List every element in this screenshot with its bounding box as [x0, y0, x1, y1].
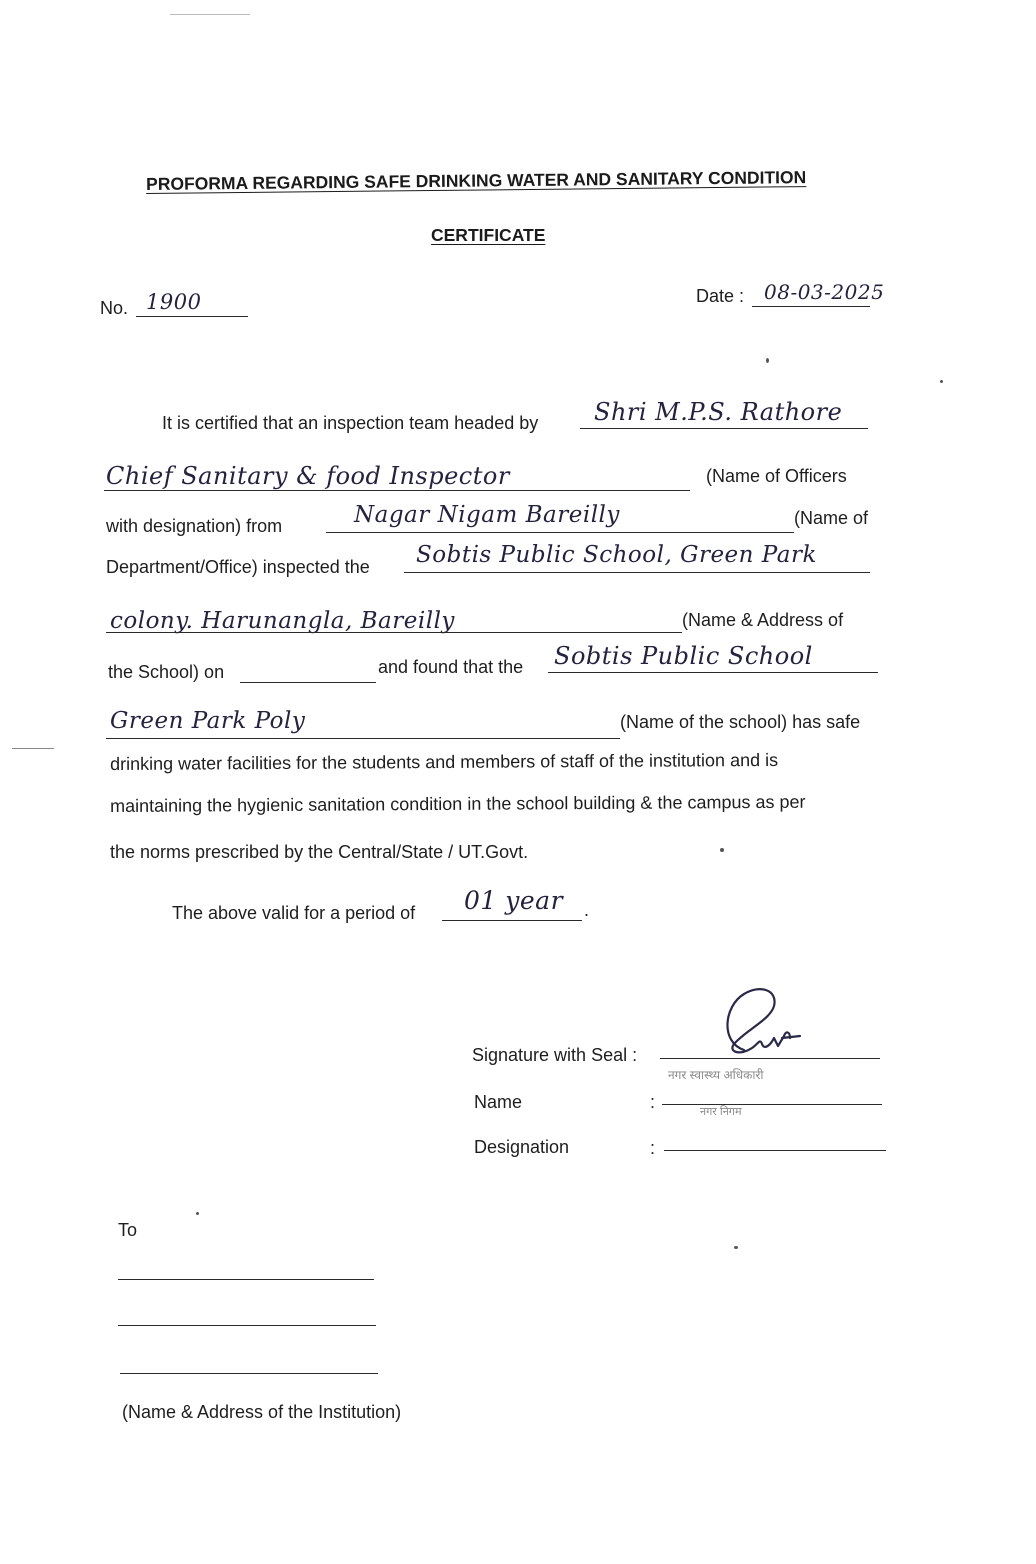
- school-line2-underline: [106, 632, 682, 633]
- school-line2: colony. Harunangla, Bareilly: [110, 608, 455, 634]
- department-underline: [326, 532, 794, 533]
- officer-name: Shri M.P.S. Rathore: [594, 398, 843, 426]
- name-underline: [662, 1104, 882, 1105]
- school-found-underline: [548, 672, 878, 673]
- school-line1-underline: [404, 572, 870, 573]
- number-value: 1900: [146, 290, 202, 314]
- officer-underline: [580, 428, 868, 429]
- name-officers-label: (Name of Officers: [706, 466, 847, 486]
- name-address-label: (Name & Address of: [682, 610, 844, 630]
- number-underline: [136, 316, 248, 317]
- designation-colon: :: [650, 1138, 656, 1158]
- intro-text: It is certified that an inspection team headed by: [162, 413, 539, 433]
- certificate-heading: CERTIFICATE: [431, 225, 546, 245]
- signature-stroke: [727, 989, 790, 1052]
- dept-office-label: Department/Office) inspected the: [106, 557, 370, 577]
- scan-speck: [720, 848, 724, 852]
- scan-edge-mark: [12, 748, 54, 749]
- to-line-3: [120, 1373, 378, 1374]
- inspection-date-underline: [240, 682, 376, 683]
- name-label: Name: [474, 1092, 523, 1112]
- department-value: Nagar Nigam Bareilly: [354, 502, 620, 528]
- date-underline: [752, 306, 870, 307]
- paragraph-line2: maintaining the hygienic sanitation condition in the school building & the campus as per: [110, 791, 806, 816]
- school-found-line2: Green Park Poly: [110, 708, 306, 734]
- designation-signature-underline: [664, 1150, 886, 1151]
- to-line-2: [118, 1325, 376, 1326]
- name-of-label: (Name of: [794, 508, 869, 528]
- form-title: PROFORMA REGARDING SAFE DRINKING WATER AND SANITARY CONDITION: [146, 167, 807, 194]
- institution-label: (Name & Address of the Institution): [122, 1402, 402, 1422]
- validity-value: 01 year: [464, 886, 564, 915]
- school-found-line1: Sobtis Public School: [554, 642, 813, 670]
- to-label: To: [118, 1220, 138, 1240]
- date-value: 08-03-2025: [764, 280, 885, 304]
- date-label: Date :: [696, 286, 745, 306]
- scan-speck: [766, 358, 769, 363]
- with-designation-label: with designation) from: [106, 516, 283, 536]
- number-label: No.: [100, 298, 129, 318]
- to-line-1: [118, 1279, 374, 1280]
- scan-edge-mark: [170, 14, 250, 15]
- name-school-label: (Name of the school) has safe: [620, 712, 861, 732]
- stamp-line1: नगर स्वास्थ्य अधिकारी: [668, 1068, 764, 1082]
- validity-underline: [442, 920, 582, 921]
- scan-speck: [734, 1246, 738, 1249]
- paragraph-line3: the norms prescribed by the Central/State / UT.Govt.: [110, 842, 529, 862]
- name-colon: :: [650, 1092, 656, 1112]
- school-line1: Sobtis Public School, Green Park: [416, 542, 817, 568]
- signature-mark: [700, 980, 820, 1070]
- stamp-line2: नगर निगम: [700, 1106, 742, 1118]
- validity-label: The above valid for a period of: [172, 903, 416, 923]
- designation-underline: [104, 490, 690, 491]
- designation-label: Designation: [474, 1137, 570, 1157]
- found-label: and found that the: [378, 657, 524, 677]
- school-on-label: the School) on: [108, 662, 225, 682]
- school-found-line2-underline: [106, 738, 620, 739]
- scan-speck: [196, 1212, 199, 1215]
- validity-end: .: [584, 900, 590, 920]
- officer-designation: Chief Sanitary & food Inspector: [106, 462, 510, 490]
- signature-label: Signature with Seal :: [472, 1045, 638, 1065]
- scan-speck: [940, 380, 943, 383]
- paragraph-line1: drinking water facilities for the students and members of staff of the institution and is: [110, 749, 779, 774]
